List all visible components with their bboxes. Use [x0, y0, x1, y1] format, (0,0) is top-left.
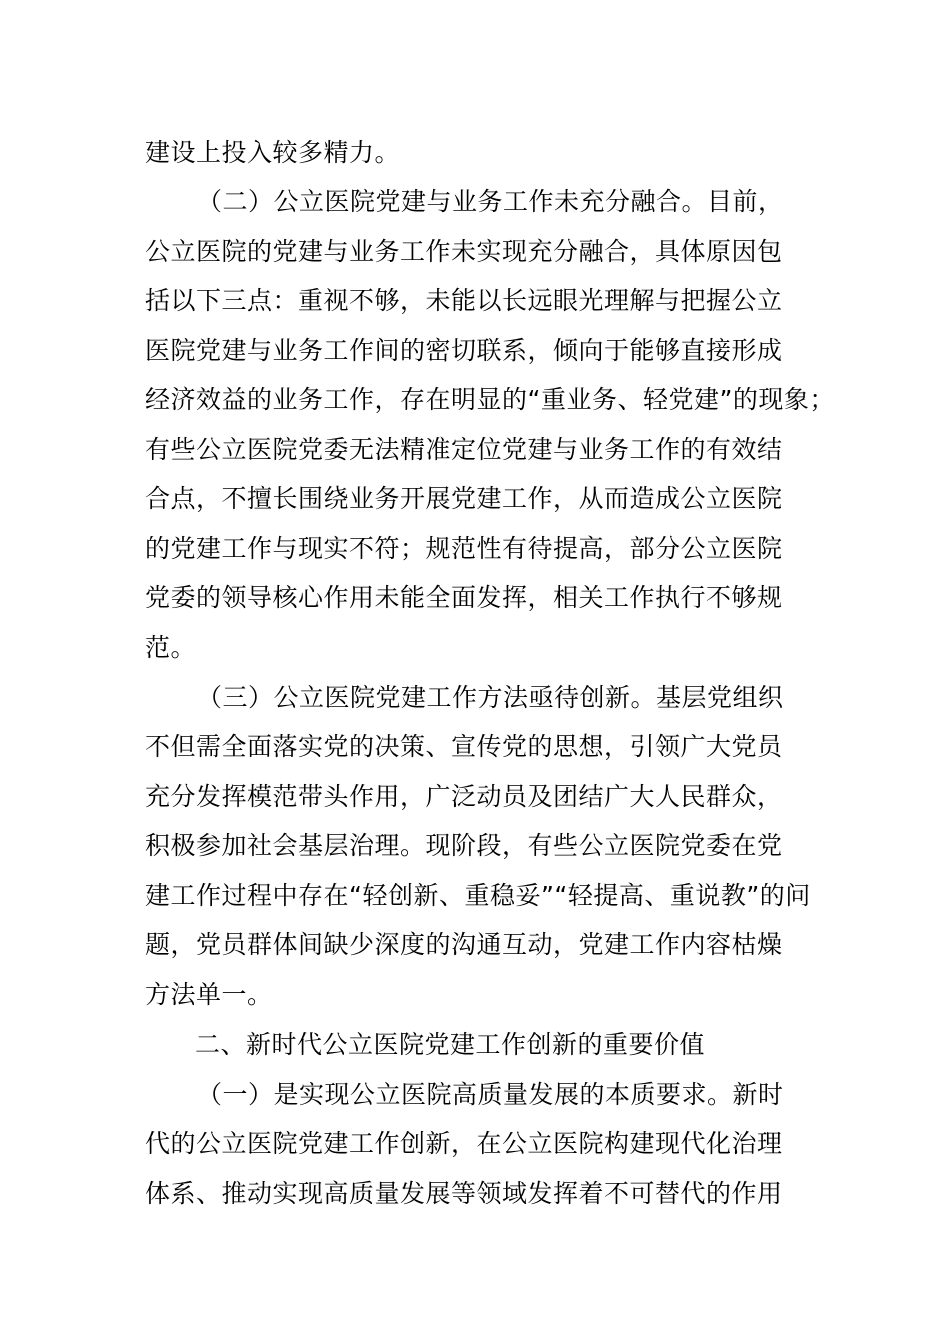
text-line: 的党建工作与现实不符；规范性有待提高，部分公立医院 — [145, 534, 783, 563]
text-line: 体系、推动实现高质量发展等领域发挥着不可替代的作用 — [145, 1179, 783, 1208]
text-line: 范。 — [145, 633, 197, 662]
text-line: 公立医院的党建与业务工作未实现充分融合，具体原因包 — [145, 237, 783, 266]
text-line: （二）公立医院党建与业务工作未充分融合。目前， — [197, 187, 784, 216]
text-line: 充分发挥模范带头作用，广泛动员及团结广大人民群众， — [145, 782, 783, 811]
text-line: 积极参加社会基层治理。现阶段，有些公立医院党委在党 — [145, 831, 783, 860]
text-line: 建工作过程中存在“轻创新、重稳妥”“轻提高、重说教”的问 — [145, 881, 811, 910]
text-line: 建设上投入较多精力。 — [145, 138, 401, 167]
text-line: 方法单一。 — [145, 980, 273, 1009]
text-line: 题，党员群体间缺少深度的沟通互动，党建工作内容枯燥 — [145, 930, 783, 959]
text-line: 合点，不擅长围绕业务开展党建工作，从而造成公立医院 — [145, 484, 783, 513]
text-line: 经济效益的业务工作，存在明显的“重业务、轻党建”的现象； — [145, 385, 835, 414]
text-line: 括以下三点：重视不够，未能以长远眼光理解与把握公立 — [145, 286, 783, 315]
text-line: （三）公立医院党建工作方法亟待创新。基层党组织 — [197, 683, 784, 712]
section-heading: 二、新时代公立医院党建工作创新的重要价值 — [195, 1030, 706, 1059]
text-line: 党委的领导核心作用未能全面发挥，相关工作执行不够规 — [145, 583, 783, 612]
text-line: 代的公立医院党建工作创新，在公立医院构建现代化治理 — [145, 1129, 783, 1158]
text-line: （一）是实现公立医院高质量发展的本质要求。新时 — [197, 1080, 784, 1109]
text-line: 有些公立医院党委无法精准定位党建与业务工作的有效结 — [145, 435, 783, 464]
text-line: 不但需全面落实党的决策、宣传党的思想，引领广大党员 — [145, 732, 783, 761]
text-line: 医院党建与业务工作间的密切联系，倾向于能够直接形成 — [145, 336, 783, 365]
